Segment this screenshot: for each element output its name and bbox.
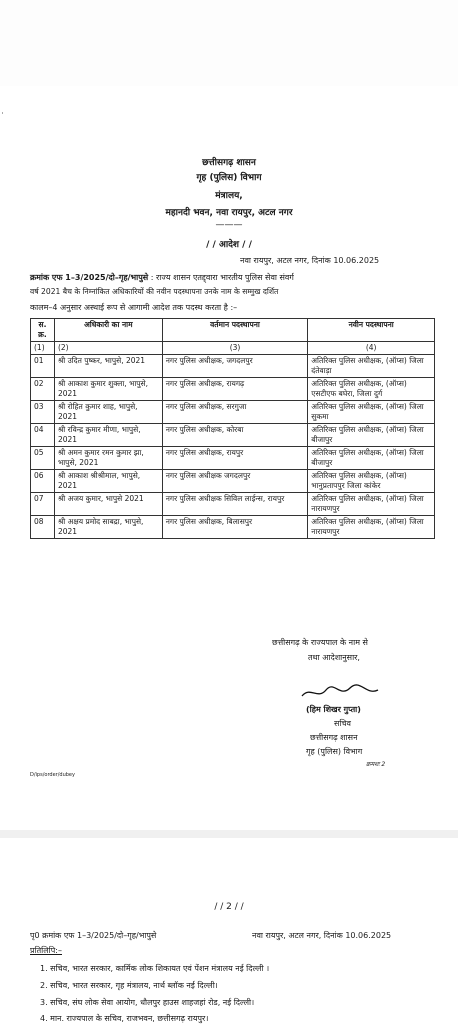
header-divider: ——— <box>215 220 243 230</box>
colnum-3: (3) <box>162 342 308 355</box>
body-line-3: कालम–4 अनुसार अस्थाई रूप से आगामी आदेश तक पदस्थ करता है :– <box>30 303 238 312</box>
cell-new-posting: अतिरिक्त पुलिस अधीक्षक, (ऑप्स) भानुप्रतापपुर जिला कांकेर <box>308 470 435 493</box>
signature-icon <box>300 684 380 702</box>
signatory-dept: गृह (पुलिस) विभाग <box>306 747 363 756</box>
cell-officer-name: श्री रोहित कुमार शाह, भापुसे, 2021 <box>54 401 162 424</box>
cell-new-posting: अतिरिक्त पुलिस अधीक्षक, (ऑप्स) जिला बीजापुर <box>308 447 435 470</box>
body-line-1-rest: : राज्य शासन एतद्द्वारा भारतीय पुलिस सेवा संवर्ग <box>150 273 294 282</box>
cell-new-posting: अतिरिक्त पुलिस अधीक्षक, (ऑप्स) जिला बीजापुर <box>308 424 435 447</box>
page2-date: नवा रायपुर, अटल नगर, दिनांक 10.06.2025 <box>252 931 392 940</box>
cell-current-posting: नगर पुलिस अधीक्षक, सरगुजा <box>162 401 308 424</box>
cell-officer-name: श्री अमन कुमार रमन कुमार झा, भापुसे, 2021 <box>54 447 162 470</box>
table-row <box>31 470 435 493</box>
cell-current-posting: नगर पुलिस अधीक्षक, जगदलपुर <box>162 355 308 378</box>
cell-sn: 05 <box>31 447 55 470</box>
signature-flourish <box>300 684 380 705</box>
cell-current-posting: नगर पुलिस अधीक्षक, बिलासपुर <box>162 516 308 539</box>
order-title: / / आदेश / / <box>206 240 252 250</box>
table-row <box>31 424 435 447</box>
table-header-row <box>31 319 435 342</box>
signatory-name: (हिम शिखर गुप्ता) <box>306 705 361 714</box>
dateline: नवा रायपुर, अटल नगर, दिनांक 10.06.2025 <box>240 256 380 265</box>
postings-table <box>30 318 435 539</box>
page-number: / / 2 / / <box>214 902 244 912</box>
cell-current-posting: नगर पुलिस अधीक्षक, रायगढ़ <box>162 378 308 401</box>
cell-current-posting: नगर पुलिस अधीक्षक जगदलपुर <box>162 470 308 493</box>
cell-officer-name: श्री अजय कुमार, भापुसे 2021 <box>54 493 162 516</box>
col-header-new: नवीन पदस्थापना <box>308 319 435 342</box>
header-dept: गृह (पुलिस) विभाग <box>196 173 262 183</box>
colnum-2: (2) <box>54 342 162 355</box>
body-line-1 <box>30 272 294 283</box>
cell-sn: 02 <box>31 378 55 401</box>
cell-current-posting: नगर पुलिस अधीक्षक, रायपुर <box>162 447 308 470</box>
table-row <box>31 516 435 539</box>
copy-item-3: 3. सचिव, संघ लोक सेवा आयोग, धौलपुर हाउस शाहजहां रोड, नई दिल्ली। <box>40 998 255 1007</box>
copy-label: प्रतिलिपि:– <box>30 946 62 955</box>
col-header-sn: स. क्र. <box>31 319 55 342</box>
table-row <box>31 401 435 424</box>
signatory-designation: सचिव <box>334 719 352 728</box>
copy-item-2: 2. सचिव, भारत सरकार, गृह मंत्रालय, नार्थ ब्लॉक नई दिल्ली। <box>40 981 218 990</box>
table-row <box>31 493 435 516</box>
cell-officer-name: श्री रविन्द्र कुमार मीणा, भापुसे, 2021 <box>54 424 162 447</box>
colnum-1: (1) <box>31 342 55 355</box>
cell-current-posting: नगर पुलिस अधीक्षक, कोरबा <box>162 424 308 447</box>
cell-new-posting: अतिरिक्त पुलिस अधीक्षक, (ऑप्स) जिला दंतेवाड़ा <box>308 355 435 378</box>
copy-item-1: 1. सचिव, भारत सरकार, कार्मिक लोक शिकायत एवं पेंशन मंत्रालय नई दिल्ली । <box>40 964 270 973</box>
cell-new-posting: अतिरिक्त पुलिस अधीक्षक, (ऑप्स) जिला नारायणपुर <box>308 516 435 539</box>
order-ref: क्रमांक एफ 1–3/2025/दो–गृह/भापुसे <box>30 273 149 282</box>
table-colnum-row <box>31 342 435 355</box>
cell-new-posting: अतिरिक्त पुलिस अधीक्षक, (ऑप्स) एसटीएफ बघेरा, जिला दुर्ग <box>308 378 435 401</box>
cell-officer-name: श्री उदित पुष्कर, भापुसे, 2021 <box>54 355 162 378</box>
cell-sn: 01 <box>31 355 55 378</box>
header-gov: छत्तीसगढ़ शासन <box>202 158 256 168</box>
file-path: D/ips/order/dubey <box>30 772 75 778</box>
cell-officer-name: श्री आकाश कुमार शुक्ला, भापुसे, 2021 <box>54 378 162 401</box>
col-header-name: अधिकारी का नाम <box>54 319 162 342</box>
table-row <box>31 447 435 470</box>
page-gap <box>0 830 458 838</box>
table-row <box>31 355 435 378</box>
table-row <box>31 378 435 401</box>
closing-line-1: छत्तीसगढ़ के राज्यपाल के नाम से <box>272 638 368 647</box>
cell-sn: 08 <box>31 516 55 539</box>
table-body <box>31 355 435 539</box>
header-ministry: मंत्रालय, <box>215 191 243 201</box>
cell-new-posting: अतिरिक्त पुलिस अधीक्षक, (ऑप्स) जिला नारायणपुर <box>308 493 435 516</box>
cell-sn: 07 <box>31 493 55 516</box>
cell-new-posting: अतिरिक्त पुलिस अधीक्षक, (ऑप्स) जिला सुकमा <box>308 401 435 424</box>
closing-line-2: तथा आदेशानुसार, <box>308 653 360 662</box>
cell-sn: 04 <box>31 424 55 447</box>
continued-mark: क्रमशः 2 <box>366 761 386 768</box>
body-line-2: वर्ष 2021 बैच के निम्नांकित अधिकारियों की नवीन पदस्थापना उनके नाम के सम्मुख दर्शित <box>30 287 279 296</box>
copy-item-4: 4. मान. राज्यपाल के सचिव, राजभवन, छत्तीसगढ़ रायपुर। <box>40 1014 209 1023</box>
cell-current-posting: नगर पुलिस अधीक्षक सिविल लाईन्स, रायपुर <box>162 493 308 516</box>
header-address: महानदी भवन, नवा रायपुर, अटल नगर <box>165 208 293 218</box>
signatory-gov: छत्तीसगढ़ शासन <box>310 733 358 742</box>
cell-officer-name: श्री आकाश श्रीश्रीमाल, भापुसे, 2021 <box>54 470 162 493</box>
cell-sn: 06 <box>31 470 55 493</box>
cell-officer-name: श्री अक्षय प्रमोद साबद्रा, भापुसे, 2021 <box>54 516 162 539</box>
cell-sn: 03 <box>31 401 55 424</box>
margin-mark-icon: ˙ <box>0 112 5 123</box>
col-header-current: वर्तमान पदस्थापना <box>162 319 308 342</box>
page2-ref: पृ0 क्रमांक एफ 1–3/2025/दो–गृह/भापुसे <box>30 931 157 940</box>
colnum-4: (4) <box>308 342 435 355</box>
